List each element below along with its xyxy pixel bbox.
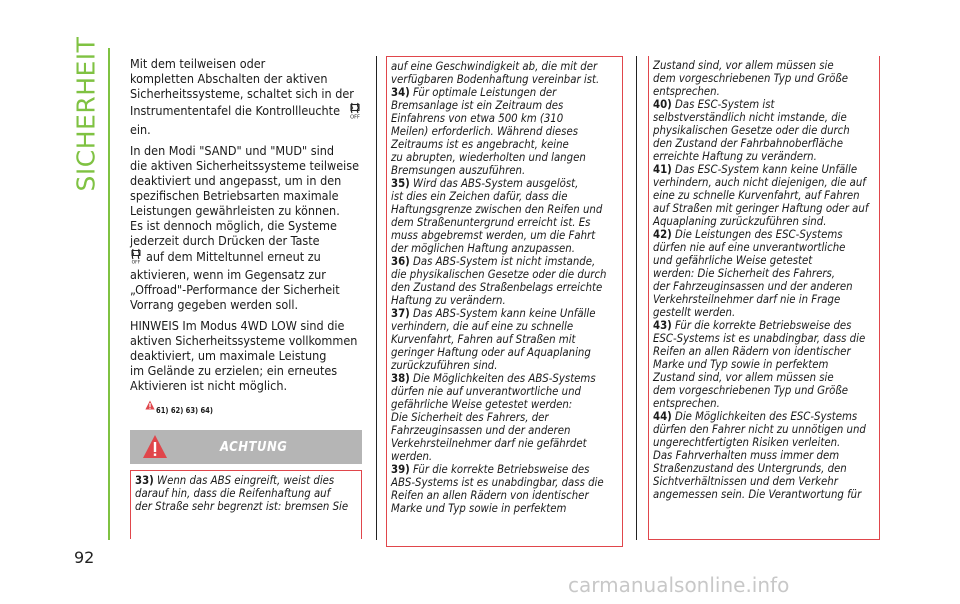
text-line: spezifischen Betriebsarten maximale <box>130 188 339 203</box>
text-line: Sicherheitssysteme, schaltet sich in der <box>130 86 354 101</box>
warning-line: muss abgebremst werden, um die Fahrt <box>391 229 596 242</box>
paragraph-hinweis <box>130 318 370 393</box>
warning-line: und gefährliche Weise getestet <box>653 254 813 267</box>
warning-line: 43) Für die korrekte Betriebsweise des <box>653 319 852 332</box>
warning-line: darauf hin, dass die Reifenhaftung auf <box>135 487 331 500</box>
warning-line: der möglichen Haftung anzupassen. <box>391 242 575 255</box>
text-line: deaktiviert, um maximale Leistung <box>130 348 327 363</box>
warning-box <box>648 56 880 540</box>
warning-line: Das Fahrverhalten muss immer dem <box>653 449 840 462</box>
achtung-label: ACHTUNG <box>220 440 288 455</box>
body-column <box>130 56 370 399</box>
text-line: kompletten Abschalten der aktiven <box>130 71 328 86</box>
warning-triangle-icon <box>142 434 168 464</box>
warning-line: angemessen sein. Die Verantwortung für <box>653 488 862 501</box>
warning-line: auf Straßen mit geringer Haftung oder auf <box>653 202 869 215</box>
text-line: HINWEIS Im Modus 4WD LOW sind die <box>130 318 345 333</box>
warning-line: Zustand sind, vor allem müssen sie <box>653 59 834 72</box>
warning-number: 34) <box>391 86 410 99</box>
warning-line: dürfen nie auf unverantwortliche und <box>391 385 581 398</box>
warning-line: dürfen den Fahrer nicht zu unnötigen und <box>653 423 866 436</box>
warning-line: ungerechtfertigten Risiken verleiten. <box>653 436 841 449</box>
warning-box <box>386 56 623 547</box>
warning-number: 35) <box>391 177 410 190</box>
text-line: Instrumententafel die Kontrollleuchte OFF <box>130 101 370 122</box>
warning-line: 44) Die Möglichkeiten des ESC-Systems <box>653 410 858 423</box>
esc-off-icon <box>348 101 362 122</box>
text-line: die aktiven Sicherheitssysteme teilweise <box>130 158 360 173</box>
warning-line: werden. <box>391 450 433 463</box>
warning-line: 37) Das ABS-System kann keine Unfälle <box>391 307 596 320</box>
warning-number: 43) <box>653 319 672 332</box>
warning-line: gestellt werden. <box>653 306 736 319</box>
warning-number: 37) <box>391 307 410 320</box>
warning-text <box>649 56 879 501</box>
text-line: OFF auf dem Mitteltunnel erneut zu <box>130 248 370 267</box>
warning-number: 44) <box>653 410 672 423</box>
warning-line: 42) Die Leistungen des ESC-Systems <box>653 228 843 241</box>
warning-line: Marke und Typ sowie in perfektem <box>653 358 829 371</box>
warning-line: geringer Haftung oder auf Aquaplaning <box>391 346 591 359</box>
warning-line: Kurvenfahrt, Fahren auf Straßen mit <box>391 333 576 346</box>
warning-line: Einfahrens von etwa 500 km (310 <box>391 112 564 125</box>
warning-line: Aquaplaning zurückzuführen sind. <box>653 215 827 228</box>
warning-text <box>131 471 361 513</box>
text-line: jederzeit durch Drücken der Taste <box>130 233 320 248</box>
column-divider <box>376 56 377 540</box>
warning-line: verhindern, die auf eine zu schnelle <box>391 320 574 333</box>
warning-number: 42) <box>653 228 672 241</box>
warning-line: Fahrzeuginsassen und der anderen <box>391 424 571 437</box>
warning-line: Bremsanlage ist ein Zeitraum des <box>391 99 564 112</box>
page-number: 92 <box>74 548 95 567</box>
paragraph-sand-mud <box>130 143 370 312</box>
warning-line: Marke und Typ sowie in perfektem <box>391 502 567 515</box>
text-line: Es ist dennoch möglich, die Systeme <box>130 218 337 233</box>
warning-line: auf eine Geschwindigkeit ab, die mit der <box>391 60 598 73</box>
warning-line: Zeitraums ist es angebracht, keine <box>391 138 569 151</box>
section-rule <box>108 48 110 540</box>
warning-line: Reifen an allen Rädern von identischer <box>653 345 851 358</box>
warning-line: zu abrupten, wiederholten und langen <box>391 151 586 164</box>
text-line: In den Modi "SAND" und "MUD" sind <box>130 143 334 158</box>
paragraph-esc-off <box>130 56 370 137</box>
warning-line: Verkehrsteilnehmer darf nie in Frage <box>653 293 841 306</box>
warning-line: werden: Die Sicherheit des Fahrers, <box>653 267 836 280</box>
warning-line: Zustand sind, vor allem müssen sie <box>653 371 834 384</box>
warning-line: 39) Für die korrekte Betriebsweise des <box>391 463 590 476</box>
warning-line: zurückzuführen sind. <box>391 359 498 372</box>
warning-line: ist dies ein Zeichen dafür, dass die <box>391 190 568 203</box>
esc-off-icon-label: OFF <box>349 114 360 119</box>
warning-number: 40) <box>653 98 672 111</box>
esc-off-button-icon-label: OFF <box>131 260 141 264</box>
text-line: ein. <box>130 122 151 137</box>
warning-line: Sichtverhältnissen und dem Verkehr <box>653 475 838 488</box>
text-line: aktiven Sicherheitssysteme vollkommen <box>130 333 358 348</box>
warning-line: 35) Wird das ABS-System ausgelöst, <box>391 177 579 190</box>
warning-line: ESC-Systems ist es unabdingbar, dass die <box>653 332 866 345</box>
section-title: SICHERHEIT <box>71 36 101 192</box>
warning-number: 33) <box>135 474 154 487</box>
warning-line: 40) Das ESC-System ist <box>653 98 775 111</box>
text-line: aktivieren, wenn im Gegensatz zur <box>130 267 326 282</box>
warning-line: den Zustand des Straßenbelags erreichte <box>391 281 603 294</box>
warning-line: 36) Das ABS-System ist nicht imstande, <box>391 255 596 268</box>
warning-line: Die Sicherheit des Fahrers, der <box>391 411 549 424</box>
warning-number: 41) <box>653 163 672 176</box>
warning-line: eine zu schnelle Kurvenfahrt, auf Fahren <box>653 189 860 202</box>
warning-line: den Zustand der Fahrbahnoberfläche <box>653 137 843 150</box>
text-line: Aktivieren ist nicht möglich. <box>130 378 288 393</box>
watermark: carmanualsonline.info <box>568 573 790 597</box>
achtung-banner <box>130 430 362 464</box>
warning-line: Bremsungen auszuführen. <box>391 164 526 177</box>
warning-box <box>130 470 362 539</box>
warning-line: entsprechen. <box>653 397 720 410</box>
warning-line: die physikalischen Gesetze oder die durch <box>391 268 607 281</box>
warning-line: 34) Für optimale Leistungen der <box>391 86 557 99</box>
warning-line: Haftungsgrenze zwischen den Reifen und <box>391 203 603 216</box>
warning-line: dürfen nie auf eine unverantwortliche <box>653 241 846 254</box>
text-line: Leistungen gewährleisten zu können. <box>130 203 340 218</box>
warning-line: verfügbaren Bodenhaftung vereinbar ist. <box>391 73 600 86</box>
warning-line: Verkehrsteilnehmer darf nie gefährdet <box>391 437 587 450</box>
warning-line: selbstverständlich nicht imstande, die <box>653 111 847 124</box>
text-line: Mit dem teilweisen oder <box>130 56 266 71</box>
warning-line: Straßenzustand des Untergrunds, den <box>653 462 847 475</box>
warning-number: 36) <box>391 255 410 268</box>
warning-line: verhindern, auch nicht diejenigen, die auf <box>653 176 866 189</box>
reference-numbers: 61) 62) 63) 64) <box>156 406 213 415</box>
warning-line: 33) Wenn das ABS eingreift, weist dies <box>135 474 335 487</box>
text-line: Vorrang gegeben werden soll. <box>130 297 299 312</box>
warning-line: ABS-Systems ist es unabdingbar, dass die <box>391 476 604 489</box>
warning-line: der Straße sehr begrenzt ist: bremsen Sie <box>135 500 349 513</box>
warning-line: entsprechen. <box>653 85 720 98</box>
warning-line: Reifen an allen Rädern von identischer <box>391 489 589 502</box>
warning-text <box>387 57 622 515</box>
column-divider <box>636 56 637 540</box>
warning-line: der Fahrzeuginsassen und der anderen <box>653 280 853 293</box>
warning-line: 38) Die Möglichkeiten des ABS-Systems <box>391 372 596 385</box>
warning-line: Meilen) erforderlich. Während dieses <box>391 125 579 138</box>
warning-number: 38) <box>391 372 410 385</box>
warning-triangle-icon <box>145 400 155 412</box>
warning-number: 39) <box>391 463 410 476</box>
warning-line: 41) Das ESC-System kann keine Unfälle <box>653 163 858 176</box>
warning-line: dem vorgeschriebenen Typ und Größe <box>653 72 849 85</box>
text-line: „Offroad"-Performance der Sicherheit <box>130 282 340 297</box>
text-line: deaktiviert und angepasst, um in den <box>130 173 342 188</box>
warning-line: dem Straßenuntergrund erreicht ist. Es <box>391 216 591 229</box>
warning-line: physikalischen Gesetze oder die durch <box>653 124 850 137</box>
warning-line: gefährliche Weise getestet werden: <box>391 398 573 411</box>
warning-line: Haftung zu verändern. <box>391 294 506 307</box>
warning-line: dem vorgeschriebenen Typ und Größe <box>653 384 849 397</box>
warning-line: erreichte Haftung zu verändern. <box>653 150 817 163</box>
text-line: im Gelände zu erzielen; ein erneutes <box>130 363 338 378</box>
esc-off-button-icon <box>130 248 142 267</box>
